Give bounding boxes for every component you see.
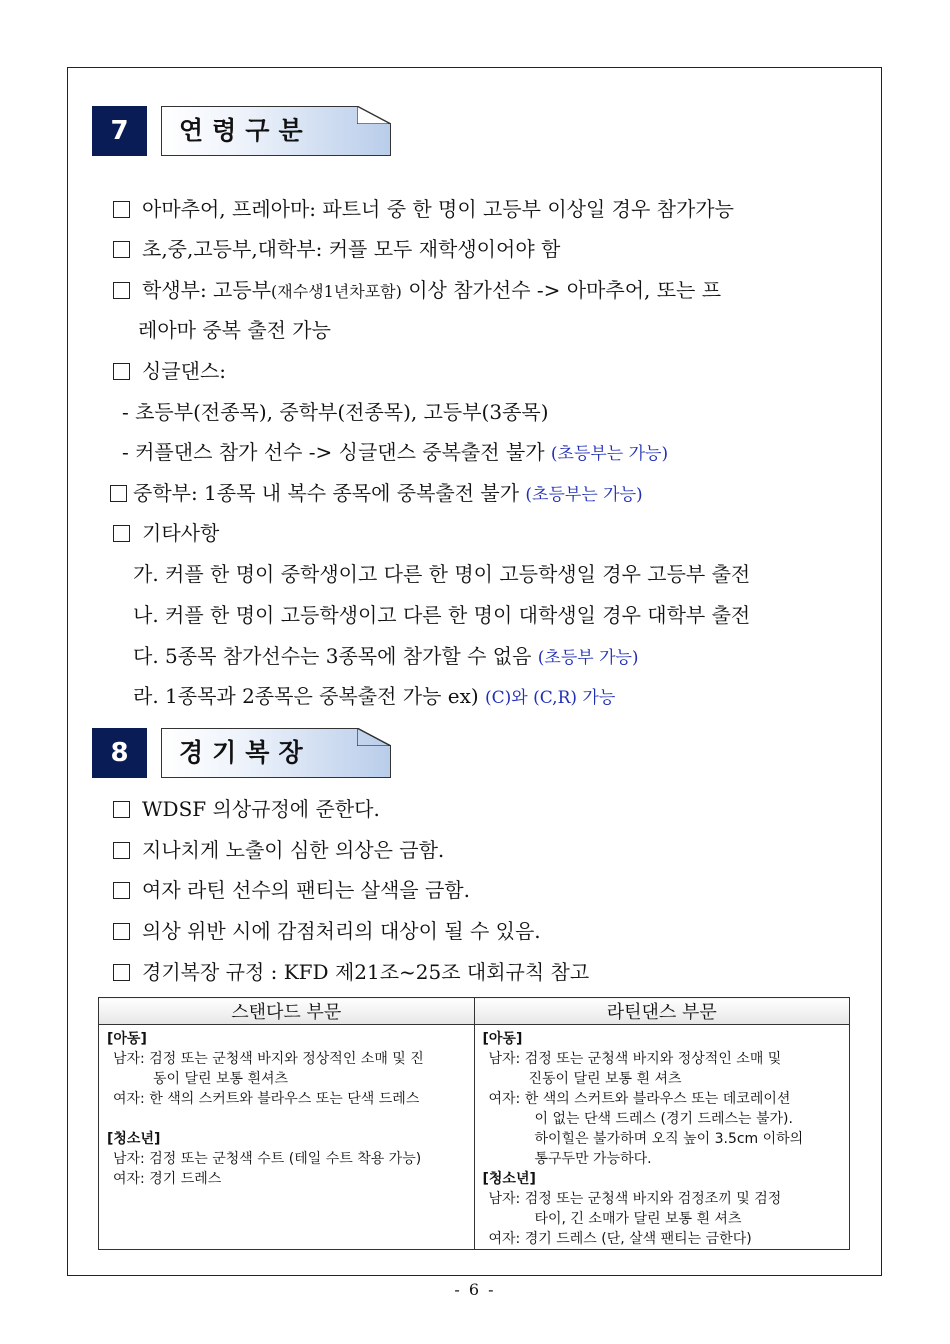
standard-youth-label: [청소년] xyxy=(107,1131,161,1147)
etc-da-note: (초등부 가능) xyxy=(537,648,639,668)
etc-ga: 가. 커플 한 명이 중학생이고 다른 한 명이 고등학생일 경우 고등부 출전 xyxy=(133,562,751,586)
age-item-etc: 기타사항 xyxy=(113,521,219,545)
latin-child-female-cont-2: 하이힐은 불가하며 오직 높이 3.5cm 이하의 xyxy=(534,1131,804,1147)
age-item-single: 싱글댄스: xyxy=(113,359,226,383)
latin-header: 라틴댄스 부문 xyxy=(474,998,850,1025)
dress-item-wdsf: WDSF 의상규정에 준한다. xyxy=(113,797,380,821)
standard-youth-female: 여자: 경기 드레스 xyxy=(113,1171,222,1187)
checkbox-icon xyxy=(113,282,130,299)
single-sub-2: - 커플댄스 참가 선수 -> 싱글댄스 중복출전 불가 (초등부는 가능) xyxy=(122,440,669,464)
dress-item-exposure: 지나치게 노출이 심한 의상은 금함. xyxy=(113,838,444,862)
latin-cell xyxy=(474,1025,850,1250)
etc-ra: 라. 1종목과 2종목은 중복출전 가능 ex) (C)와 (C,R) 가능 xyxy=(133,684,616,708)
standard-child-label: [아동] xyxy=(107,1031,147,1047)
dress-item-kfd: 경기복장 규정 : KFD 제21조~25조 대회규칙 참고 xyxy=(113,960,589,984)
checkbox-icon xyxy=(113,882,130,899)
latin-child-male: 남자: 검정 또는 군청색 바지와 정상적인 소매 및 xyxy=(488,1051,782,1067)
latin-youth-female: 여자: 경기 드레스 (단, 살색 팬티는 금한다) xyxy=(488,1231,752,1247)
standard-youth-male: 남자: 검정 또는 군청색 수트 (테일 수트 착용 가능) xyxy=(113,1151,422,1167)
section-7-title: 연령구분 xyxy=(179,116,312,145)
checkbox-icon xyxy=(113,241,130,258)
page-number: - 6 - xyxy=(454,1280,496,1299)
latin-child-male-cont: 진동이 달린 보통 흰 셔츠 xyxy=(528,1071,682,1087)
etc-ra-note: (C)와 (C,R) 가능 xyxy=(485,688,616,708)
standard-child-male-cont: 동이 달린 보통 흰셔츠 xyxy=(153,1071,289,1087)
latin-youth-male-cont: 타이, 긴 소매가 달린 보통 흰 셔츠 xyxy=(534,1211,742,1227)
table-body-row xyxy=(99,1025,850,1250)
dress-item-violation: 의상 위반 시에 감점처리의 대상이 될 수 있음. xyxy=(113,919,541,943)
section-8-title-box xyxy=(161,728,391,778)
checkbox-icon xyxy=(113,801,130,818)
section-7-number: 7 xyxy=(92,106,147,156)
folded-corner-icon xyxy=(357,728,391,746)
checkbox-icon xyxy=(113,964,130,981)
standard-cell xyxy=(99,1025,475,1250)
age-item-middle: 중학부: 1종목 내 복수 종목에 중복출전 불가 (초등부는 가능) xyxy=(110,481,643,507)
age-item-student-division-cont: 레아마 중복 출전 가능 xyxy=(138,318,331,342)
latin-child-label: [아동] xyxy=(482,1031,523,1047)
age-item-students: 초,중,고등부,대학부: 커플 모두 재학생이어야 함 xyxy=(113,237,560,261)
single-sub-2-note: (초등부는 가능) xyxy=(550,444,669,464)
latin-child-female: 여자: 한 색의 스커트와 블라우스 또는 데코레이션 xyxy=(488,1091,791,1107)
checkbox-icon xyxy=(113,842,130,859)
latin-child-female-cont-1: 이 없는 단색 드레스 (경기 드레스는 불가). xyxy=(534,1111,793,1127)
checkbox-icon xyxy=(113,363,130,380)
checkbox-icon xyxy=(110,485,127,502)
table-header-row xyxy=(99,998,850,1025)
checkbox-icon xyxy=(113,923,130,940)
folded-corner-icon xyxy=(357,106,391,124)
dress-item-latin-panty: 여자 라틴 선수의 팬티는 살색을 금함. xyxy=(113,878,470,902)
latin-child-female-cont-3: 통구두만 가능하다. xyxy=(534,1151,652,1167)
checkbox-icon xyxy=(113,201,130,218)
middle-note: (초등부는 가능) xyxy=(525,485,643,505)
single-sub-1: - 초등부(전종목), 중학부(전종목), 고등부(3종목) xyxy=(122,400,549,424)
dress-code-table xyxy=(98,997,850,1250)
etc-da: 다. 5종목 참가선수는 3종목에 참가할 수 없음 (초등부 가능) xyxy=(133,644,639,668)
section-8-title: 경기복장 xyxy=(179,738,312,767)
age-item-student-division: 학생부: 고등부(재수생1년차포함) 이상 참가선수 -> 아마추어, 또는 프 xyxy=(113,278,721,304)
age-item-amateur: 아마추어, 프레아마: 파트너 중 한 명이 고등부 이상일 경우 참가가능 xyxy=(113,197,734,221)
etc-na: 나. 커플 한 명이 고등학생이고 다른 한 명이 대학생일 경우 대학부 출전 xyxy=(133,603,751,627)
checkbox-icon xyxy=(113,525,130,542)
section-8-number: 8 xyxy=(92,728,147,778)
section-7-title-box xyxy=(161,106,391,156)
latin-youth-label: [청소년] xyxy=(482,1171,536,1187)
standard-child-female: 여자: 한 색의 스커트와 블라우스 또는 단색 드레스 xyxy=(113,1091,420,1107)
latin-youth-male: 남자: 검정 또는 군청색 바지와 검정조끼 및 검정 xyxy=(488,1191,782,1207)
standard-child-male: 남자: 검정 또는 군청색 바지와 정상적인 소매 및 진 xyxy=(113,1051,424,1067)
standard-header: 스탠다드 부문 xyxy=(99,998,475,1025)
